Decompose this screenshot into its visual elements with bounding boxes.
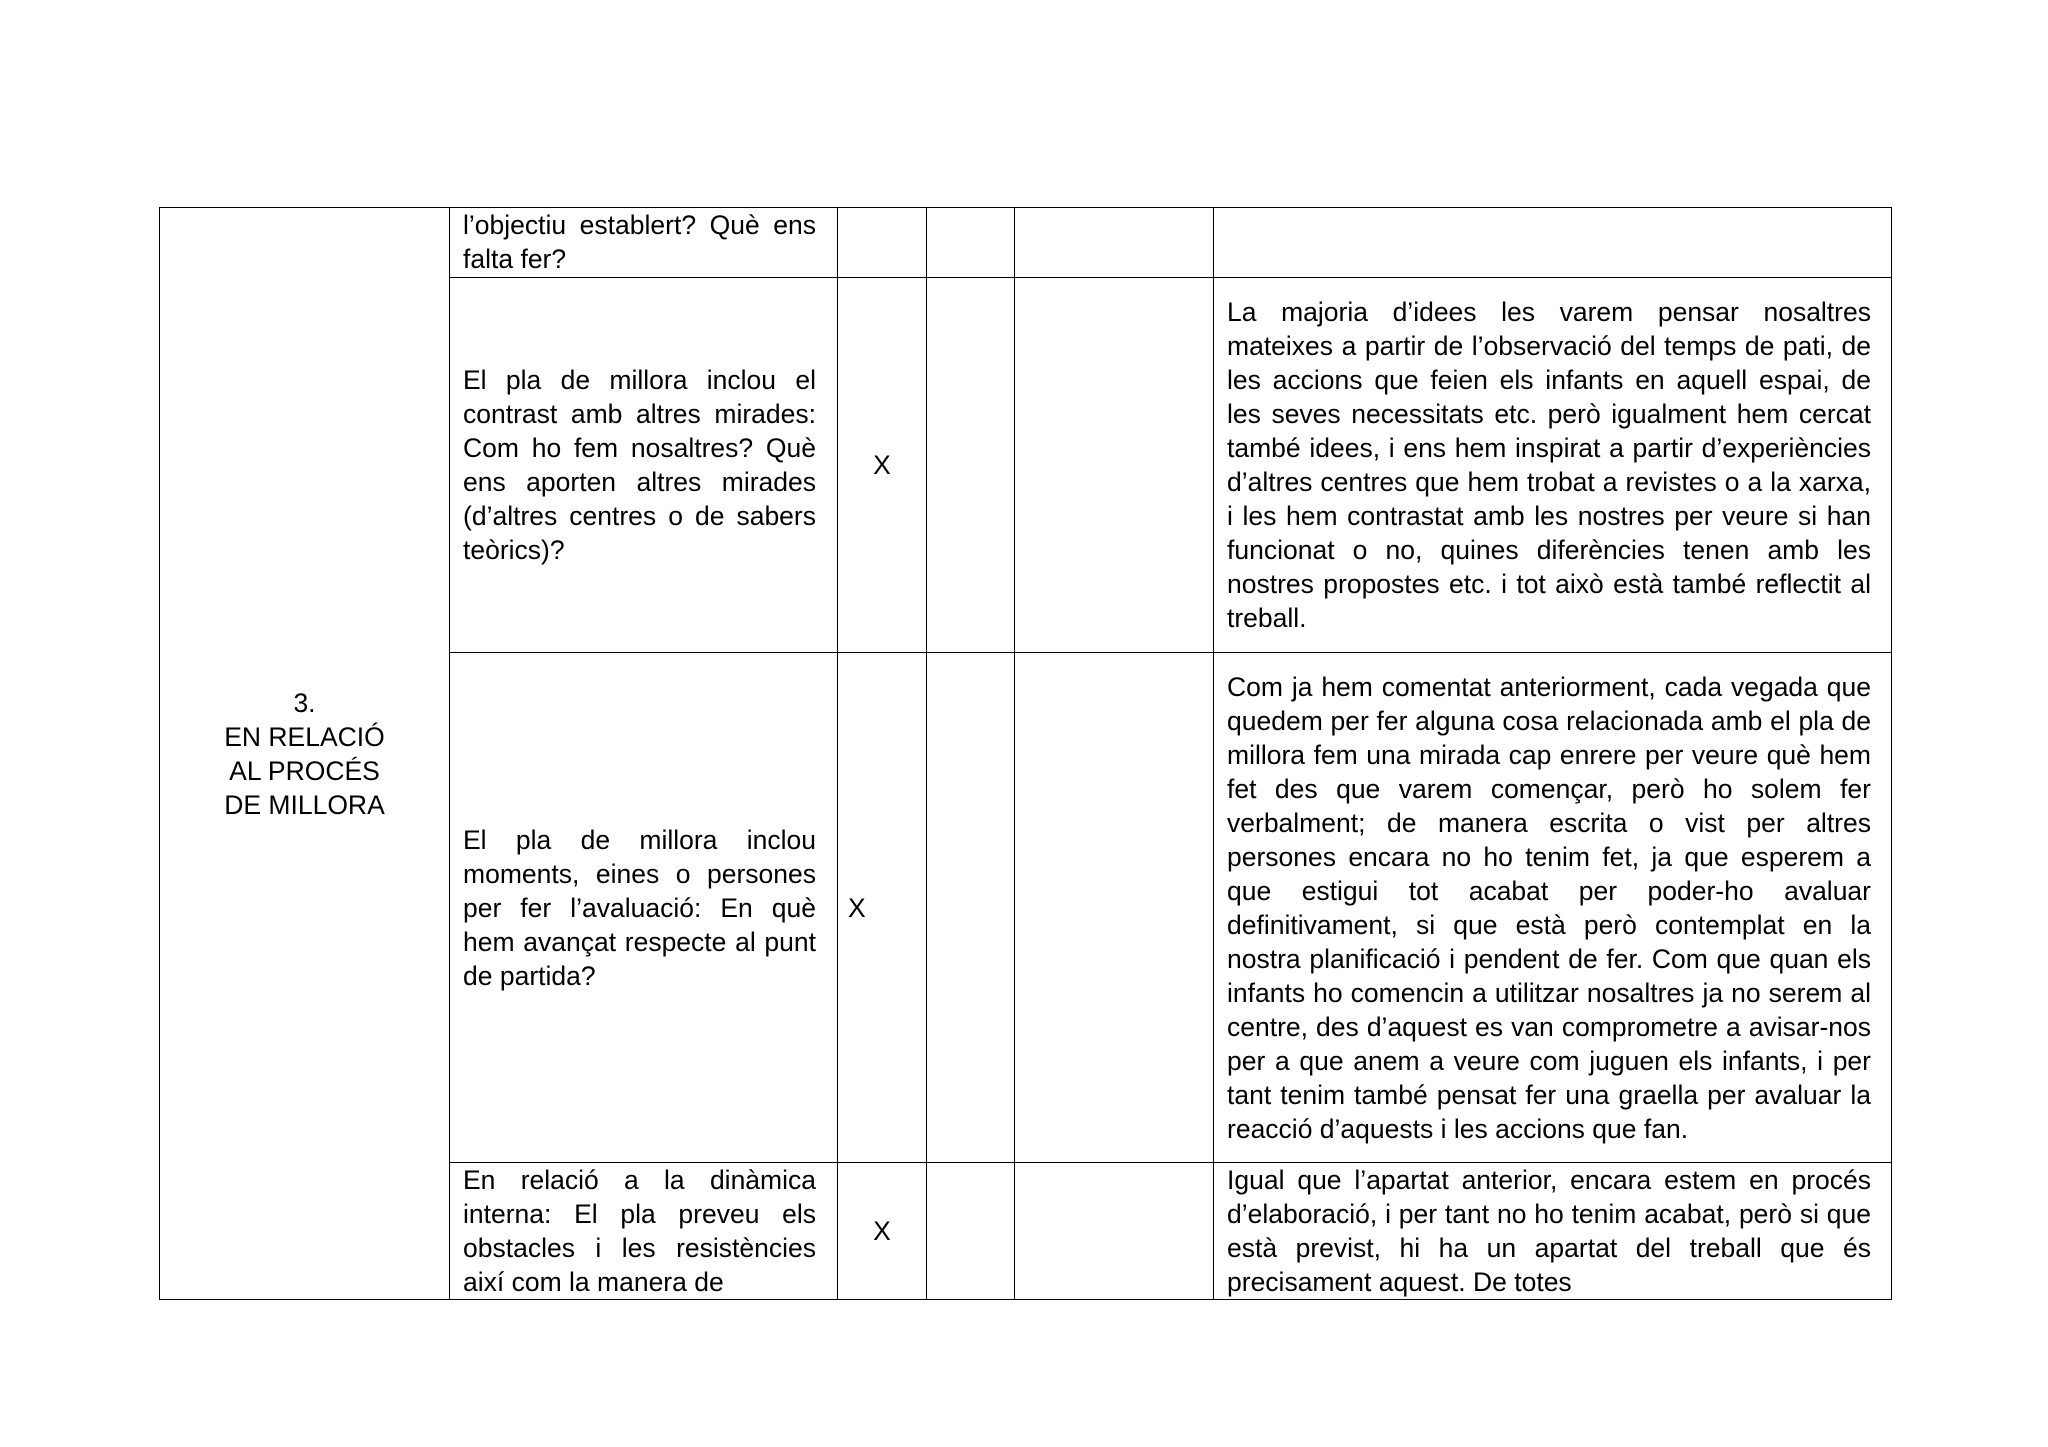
empty-cell: [927, 278, 1015, 653]
empty-cell: [1015, 653, 1214, 1163]
mark-cell: X: [838, 653, 927, 1163]
empty-cell: [1015, 1163, 1214, 1300]
question-cell: En relació a la dinàmica interna: El pla preveu els obstacles i les resistències així com la manera de: [450, 1163, 838, 1300]
question-cell: El pla de millora inclou el contrast amb altres mirades: Com ho fem nosaltres? Què ens aporten altres mirades (d’altres centres o de sabers teòrics)?: [450, 278, 838, 653]
section-title-line1: EN RELACIÓ: [224, 721, 385, 752]
section-cell: [160, 208, 450, 1300]
empty-cell: [927, 1163, 1015, 1300]
mark-cell: X: [838, 278, 927, 653]
question-cell: l’objectiu establert? Què ens falta fer?: [450, 208, 838, 278]
comment-cell: Com ja hem comentat anteriorment, cada vegada que quedem per fer alguna cosa relacionada amb el pla de millora fem una mirada cap enrere per veure què hem fet des que varem començar, però ho solem fer verbalment; de manera escrita o vist per altres persones encara no ho tenim fet, ja que esperem a que estigui tot acabat per poder-ho avaluar definitivament, si que està però contemplat en la nostra planificació i pendent de fer. Com que quan els infants ho comencin a utilitzar nosaltres ja no serem al centre, des d’aquest es van comprometre a avisar-nos per a que anem a veure com juguen els infants, i per tant tenim també pensat fer una graella per avaluar la reacció d’aquests i les accions que fan.: [1214, 653, 1892, 1163]
empty-cell: [927, 208, 1015, 278]
empty-cell: [1015, 278, 1214, 653]
mark-cell: [838, 208, 927, 278]
evaluation-table: [159, 207, 1892, 1300]
section-number: 3.: [293, 687, 316, 718]
mark-cell: X: [838, 1163, 927, 1300]
section-title-line2: AL PROCÉS: [229, 755, 380, 786]
comment-cell: La majoria d’idees les varem pensar nosaltres mateixes a partir de l’observació del temps de pati, de les accions que feien els infants en aquell espai, de les seves necessitats etc. però igualment hem cercat també idees, i ens hem inspirat a partir d’experiències d’altres centres que hem trobat a revistes o a la xarxa, i les hem contrastat amb les nostres per veure si han funcionat o no, quines diferències tenen amb les nostres propostes etc. i tot això està també reflectit al treball.: [1214, 278, 1892, 653]
empty-cell: [927, 653, 1015, 1163]
comment-cell: [1214, 208, 1892, 278]
comment-cell: Igual que l’apartat anterior, encara estem en procés d’elaboració, i per tant no ho tenim acabat, però si que està previst, hi ha un apartat del treball que és precisament aquest. De totes: [1214, 1163, 1892, 1300]
empty-cell: [1015, 208, 1214, 278]
section-title-line3: DE MILLORA: [224, 789, 385, 820]
question-cell: El pla de millora inclou moments, eines o persones per fer l’avaluació: En què hem avançat respecte al punt de partida?: [450, 653, 838, 1163]
table-row: [160, 208, 1892, 278]
